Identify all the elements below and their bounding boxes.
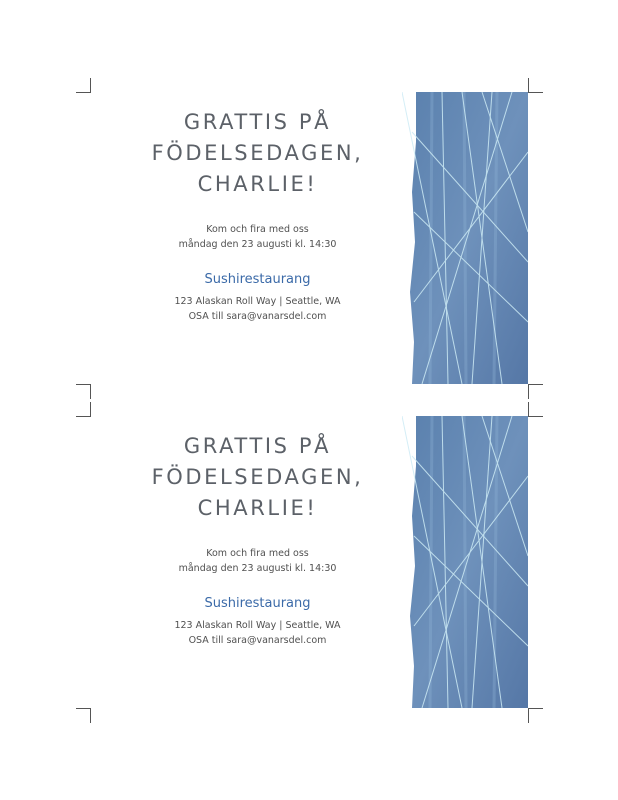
invite-line: Kom och fira med oss <box>206 224 309 235</box>
headline <box>130 94 385 200</box>
card-text-block <box>130 418 385 648</box>
venue-name: Sushirestaurang <box>204 596 311 611</box>
event-time <box>130 222 385 252</box>
invitation-card-1 <box>90 94 528 384</box>
event-time <box>130 546 385 576</box>
invitation-card-2 <box>90 418 528 708</box>
crop-mark-mid-left-upper <box>76 384 91 399</box>
crop-mark-bottom-right <box>528 708 543 723</box>
date-line: måndag den 23 augusti kl. 14:30 <box>178 563 337 574</box>
headline-line-3: CHARLIE! <box>197 496 318 520</box>
venue-name: Sushirestaurang <box>204 272 311 287</box>
crop-mark-mid-right-lower <box>528 402 543 417</box>
headline <box>130 418 385 524</box>
headline-line-2: FÖDELSEDAGEN, <box>151 141 364 165</box>
headline-line-3: CHARLIE! <box>197 172 318 196</box>
headline-line-1: GRATTIS PÅ <box>183 110 332 134</box>
date-line: måndag den 23 augusti kl. 14:30 <box>178 239 337 250</box>
address-line: 123 Alaskan Roll Way | Seattle, WA <box>174 620 341 631</box>
event-address <box>130 618 385 648</box>
crop-mark-mid-right-upper <box>528 384 543 399</box>
watercolor-art-panel <box>402 92 528 384</box>
headline-line-1: GRATTIS PÅ <box>183 434 332 458</box>
crop-mark-bottom-left <box>76 708 91 723</box>
card-text-block <box>130 94 385 324</box>
rsvp-line: OSA till sara@vanarsdel.com <box>188 635 327 646</box>
headline-line-2: FÖDELSEDAGEN, <box>151 465 364 489</box>
crop-mark-top-left <box>76 78 91 93</box>
address-line: 123 Alaskan Roll Way | Seattle, WA <box>174 296 341 307</box>
crop-mark-top-right <box>528 78 543 93</box>
event-address <box>130 294 385 324</box>
crop-mark-mid-left-lower <box>76 402 91 417</box>
invite-line: Kom och fira med oss <box>206 548 309 559</box>
rsvp-line: OSA till sara@vanarsdel.com <box>188 311 327 322</box>
watercolor-art-panel <box>402 416 528 708</box>
